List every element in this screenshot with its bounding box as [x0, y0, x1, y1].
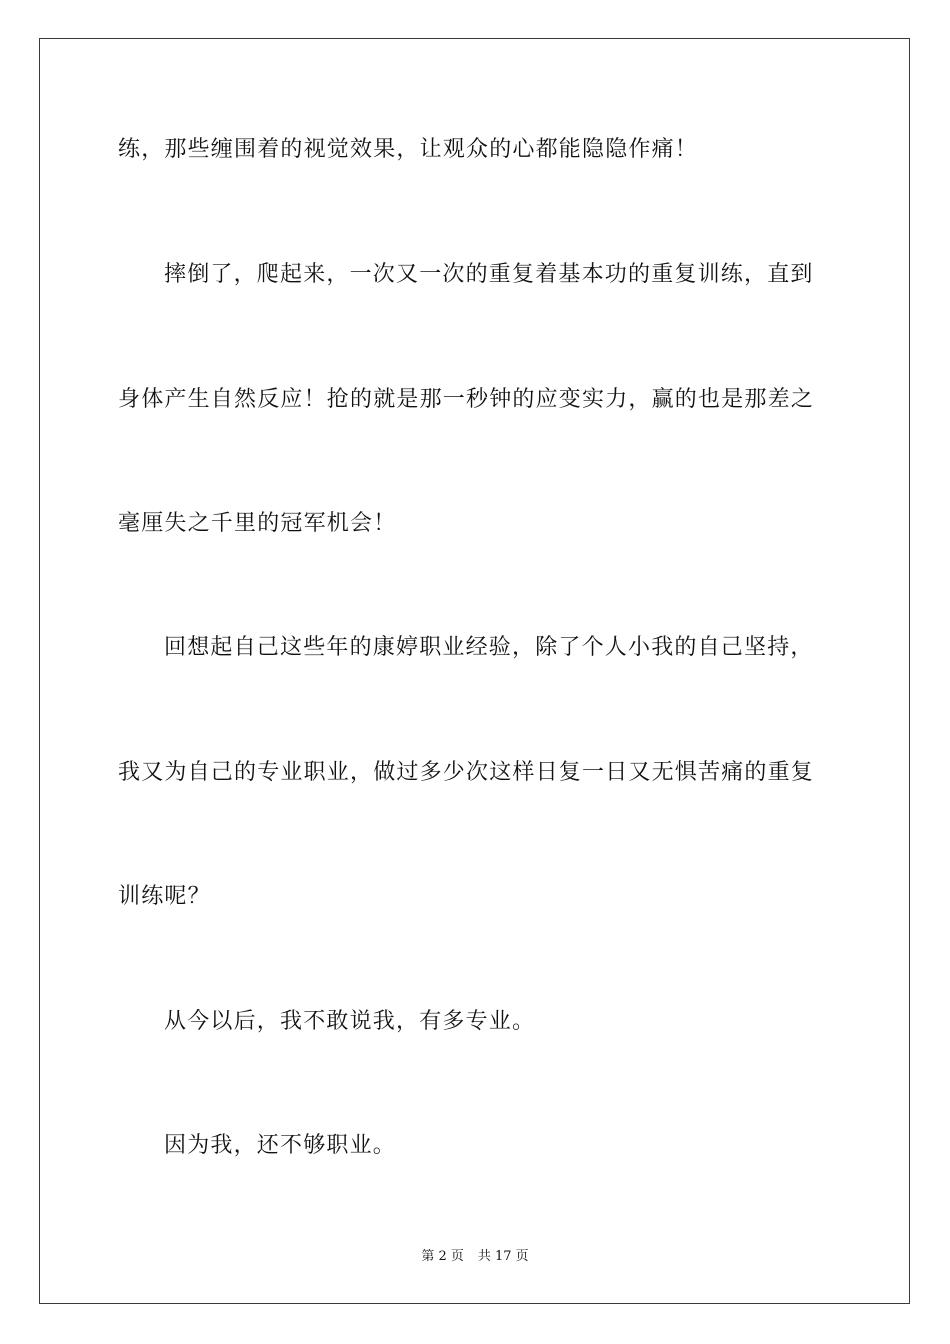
paragraph-line: 身体产生自然反应！抢的就是那一秒钟的应变实力，赢的也是那差之 — [118, 387, 815, 412]
paragraph-line: 我又为自己的专业职业，做过多少次这样日复一日又无惧苦痛的重复 — [118, 760, 815, 785]
paragraph-line: 毫厘失之千里的冠军机会！ — [118, 511, 397, 536]
paragraph-line: 练，那些缠围着的视觉效果，让观众的心都能隐隐作痛！ — [118, 137, 699, 162]
paragraph-line: 训练呢？ — [118, 884, 211, 909]
page-number: 第 2 页 — [421, 1249, 464, 1264]
paragraph-line: 摔倒了，爬起来，一次又一次的重复着基本功的重复训练，直到 — [164, 262, 814, 287]
paragraph-line: 回想起自己这些年的康婷职业经验，除了个人小我的自己坚持， — [164, 635, 814, 660]
page-border — [39, 38, 910, 1304]
page-total: 共 17 页 — [477, 1249, 529, 1264]
paragraph-line: 因为我，还不够职业。 — [164, 1133, 397, 1158]
paragraph-line: 从今以后，我不敢说我，有多专业。 — [164, 1009, 536, 1034]
page-footer — [0, 1245, 950, 1264]
